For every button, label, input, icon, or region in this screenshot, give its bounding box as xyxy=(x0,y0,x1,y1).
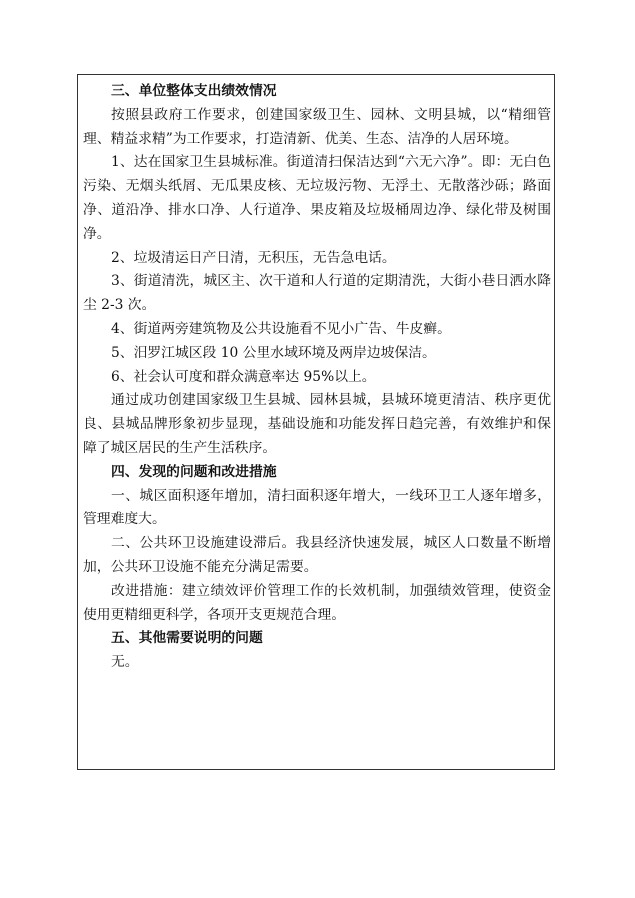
section-3-summary: 通过成功创建国家级卫生县城、园林县城，县城环境更清洁、秩序更优良、县城品牌形象初步显现，基础设施和功能发挥日趋完善，有效维护和保障了城区居民的生产生活秩序。 xyxy=(83,392,551,456)
section-5-heading: 五、其他需要说明的问题 xyxy=(111,630,263,647)
section-3-item-4: 4、街道两旁建筑物及公共设施看不见小广告、牛皮癣。 xyxy=(111,320,451,337)
section-3-item-2: 2、垃圾清运日产日清，无积压，无告急电话。 xyxy=(111,249,396,266)
section-3-heading: 三、单位整体支出绩效情况 xyxy=(111,83,277,99)
section-4-heading: 四、发现的问题和改进措施 xyxy=(111,463,277,480)
section-3-item-3: 3、街道清洗，城区主、次干道和人行道的定期清洗，大街小巷日洒水降尘 2-3 次。 xyxy=(83,273,551,314)
section-3-item-6: 6、社会认可度和群众满意率达 95%以上。 xyxy=(111,368,376,385)
section-5-body: 无。 xyxy=(111,654,139,671)
section-4-item-1: 一、城区面积逐年增加，清扫面积逐年增大，一线环卫工人逐年增多，管理难度大。 xyxy=(83,487,551,528)
section-3-intro: 按照县政府工作要求，创建国家级卫生、园林、文明县城，以“精细管理、精益求精”为工作要求，打造清新、优美、生态、洁净的人居环境。 xyxy=(83,106,551,147)
section-4-item-2: 二、公共环卫设施建设滞后。我县经济快速发展，城区人口数量不断增加，公共环卫设施不能充分满足需要。 xyxy=(83,535,551,575)
section-3-item-1: 1、达在国家卫生县城标准。街道清扫保洁达到“六无六净”。即：无白色污染、无烟头纸屑、无瓜果皮核、无垃圾污物、无浮土、无散落沙砾；路面净、道沿净、排水口净、人行道净、果皮箱及垃圾桶周边净、绿化带及树围净。 xyxy=(83,154,551,242)
section-4-improvement: 改进措施：建立绩效评价管理工作的长效机制，加强绩效管理，使资金使用更精细更科学，各项开支更规范合理。 xyxy=(83,582,551,623)
section-3-item-5: 5、汨罗江城区段 10 公里水域环境及两岸边坡保洁。 xyxy=(111,344,436,361)
document-body xyxy=(83,80,551,675)
